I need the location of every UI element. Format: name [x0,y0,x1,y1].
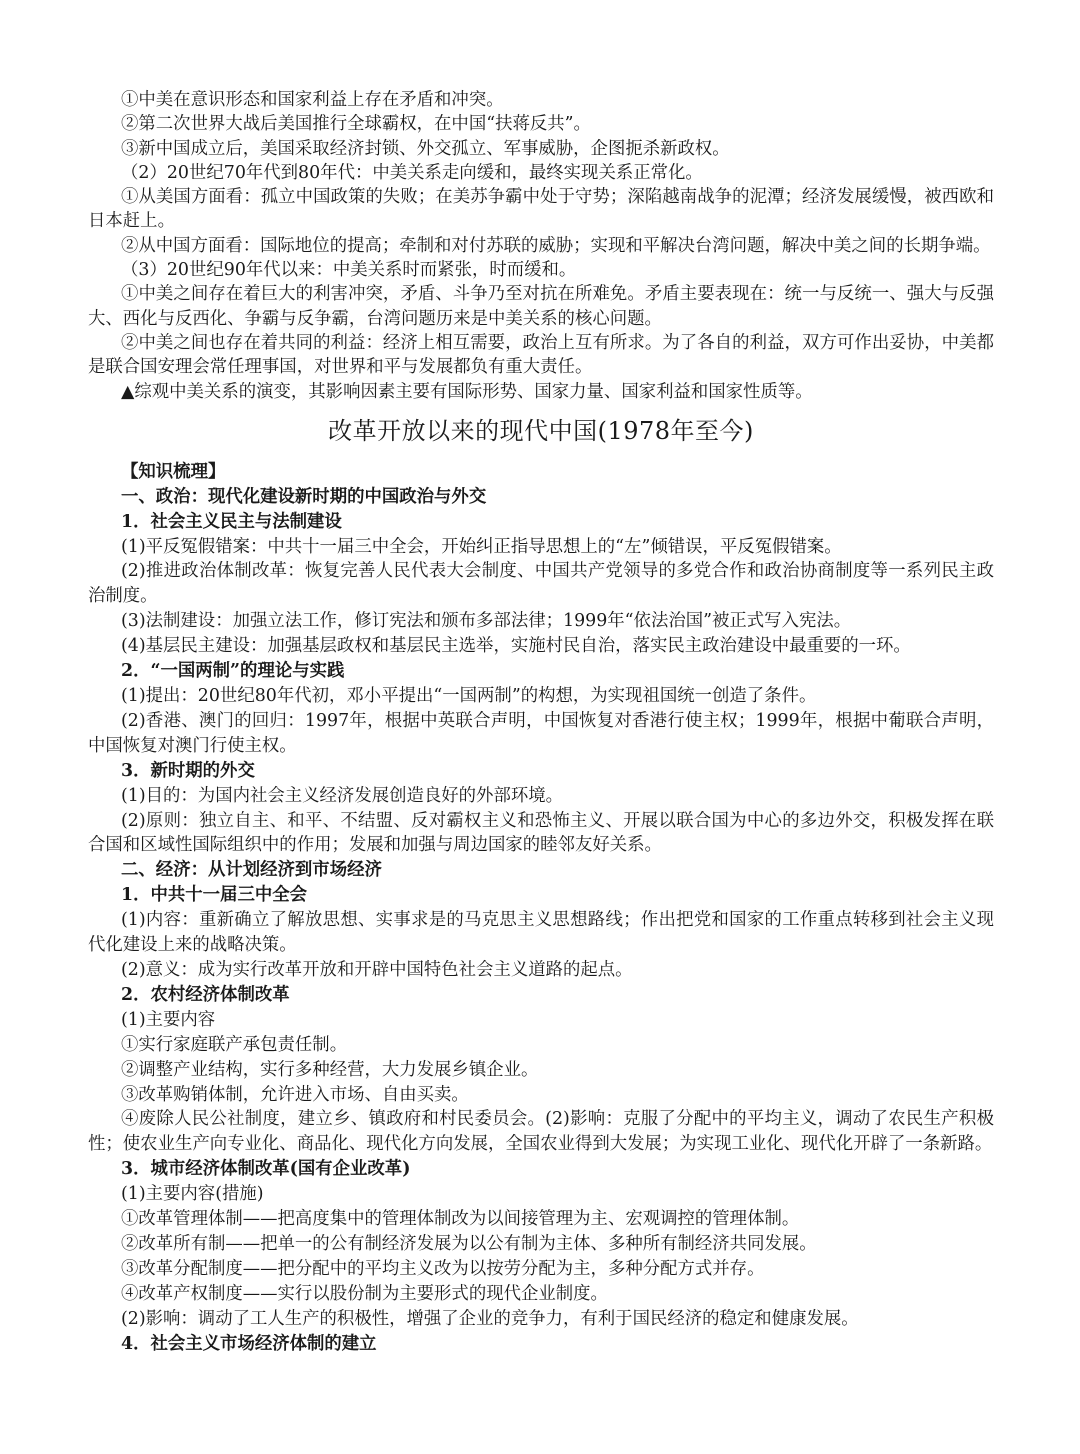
section-heading: 3．城市经济体制改革(国有企业改革) [121,1159,411,1180]
reform-era-section [88,460,994,1357]
paragraph: ①中美在意识形态和国家利益上存在矛盾和冲突。 [121,90,504,110]
paragraph: ②改革所有制——把单一的公有制经济发展为以公有制为主体、多种所有制经济共同发展。 [121,1233,817,1254]
paragraph: ②调整产业结构，实行多种经营，大力发展乡镇企业。 [121,1059,539,1080]
paragraph: （3）20世纪90年代以来：中美关系时而紧张，时而缓和。 [121,260,577,281]
section-heading: 一、政治：现代化建设新时期的中国政治与外交 [121,486,487,507]
paragraph: ①从美国方面看：孤立中国政策的失败；在美苏争霸中处于守势；深陷越南战争的泥潭；经济发展缓慢，被西欧和日本赶上。 [88,187,994,232]
paragraph: (1)主要内容(措施) [121,1184,264,1205]
paragraph: (2)影响：调动了工人生产的积极性，增强了企业的竞争力，有利于国民经济的稳定和健康发展。 [121,1308,859,1329]
paragraph: (2)香港、澳门的回归：1997年，根据中英联合声明，中国恢复对香港行使主权；1999年，根据中葡联合声明，中国恢复对澳门行使主权。 [88,710,994,756]
section-heading: 1．社会主义民主与法制建设 [121,511,342,532]
section-title: 改革开放以来的现代中国(1978年至今) [328,416,754,445]
paragraph: （2）20世纪70年代到80年代：中美关系走向缓和，最终实现关系正常化。 [121,162,703,183]
paragraph: (1)平反冤假错案：中共十一届三中全会，开始纠正指导思想上的“左”倾错误，平反冤假错案。 [121,536,842,557]
paragraph: ③改革购销体制，允许进入市场、自由买卖。 [121,1084,469,1105]
section-heading: 2．农村经济体制改革 [121,984,290,1005]
paragraph: ④改革产权制度——实行以股份制为主要形式的现代企业制度。 [121,1283,608,1304]
paragraph: ①改革管理体制——把高度集中的管理体制改为以间接管理为主、宏观调控的管理体制。 [121,1209,800,1230]
paragraph: (1)提出：20世纪80年代初，邓小平提出“一国两制”的构想，为实现祖国统一创造了条件。 [121,686,817,707]
sino-us-relations-section [88,88,994,404]
paragraph: ②中美之间也存在着共同的利益：经济上相互需要，政治上互有所求。为了各自的利益，双方可作出妥协，中美都是联合国安理会常任理事国，对世界和平与发展都负有重大责任。 [88,332,994,378]
paragraph: ▲综观中美关系的演变，其影响因素主要有国际形势、国家力量、国家利益和国家性质等。 [121,381,813,402]
paragraph: ②从中国方面看：国际地位的提高；牵制和对付苏联的威胁；实现和平解决台湾问题，解决中美之间的长期争端。 [121,235,991,256]
paragraph: (2)推进政治体制改革：恢复完善人民代表大会制度、中国共产党领导的多党合作和政治协商制度等一系列民主政治制度。 [88,561,994,607]
section-heading: 2．“一国两制”的理论与实践 [121,661,345,682]
paragraph: ①实行家庭联产承包责任制。 [121,1034,348,1055]
paragraph: (2)意义：成为实行改革开放和开辟中国特色社会主义道路的起点。 [121,959,633,980]
paragraph: ②第二次世界大战后美国推行全球霸权，在中国“扶蒋反共”。 [121,114,591,135]
paragraph: ③新中国成立后，美国采取经济封锁、外交孤立、军事威胁，企图扼杀新政权。 [121,138,730,159]
paragraph: (4)基层民主建设：加强基层政权和基层民主选举，实施村民自治，落实民主政治建设中最重要的一环。 [121,636,911,657]
section-heading: 3．新时期的外交 [121,760,255,781]
paragraph: ④废除人民公社制度，建立乡、镇政府和村民委员会。(2)影响：克服了分配中的平均主义，调动了农民生产积极性；使农业生产向专业化、商品化、现代化方向发展，全国农业得到大发展；为实现工业化、现代化开辟了一条新路。 [88,1109,994,1155]
paragraph: ③改革分配制度——把分配中的平均主义改为以按劳分配为主，多种分配方式并存。 [121,1258,765,1279]
section-heading: 二、经济：从计划经济到市场经济 [121,860,382,881]
section-heading: 1．中共十一届三中全会 [121,885,308,906]
document-page [88,88,994,1356]
paragraph: (1)内容：重新确立了解放思想、实事求是的马克思主义思想路线；作出把党和国家的工作重点转移到社会主义现代化建设上来的战略决策。 [88,910,994,956]
paragraph: (1)主要内容 [121,1009,216,1030]
paragraph: (2)原则：独立自主、和平、不结盟、反对霸权主义和恐怖主义、开展以联合国为中心的多边外交，积极发挥在联合国和区域性国际组织中的作用；发展和加强与周边国家的睦邻友好关系。 [88,810,994,856]
paragraph: (1)目的：为国内社会主义经济发展创造良好的外部环境。 [121,785,564,806]
section-heading: 【知识梳理】 [121,461,226,482]
section-heading: 4．社会主义市场经济体制的建立 [121,1333,377,1354]
paragraph: ①中美之间存在着巨大的利害冲突，矛盾、斗争乃至对抗在所难免。矛盾主要表现在：统一与反统一、强大与反强大、西化与反西化、争霸与反争霸，台湾问题历来是中美关系的核心问题。 [88,284,994,329]
paragraph: (3)法制建设：加强立法工作，修订宪法和颁布多部法律；1999年“依法治国”被正式写入宪法。 [121,611,852,632]
